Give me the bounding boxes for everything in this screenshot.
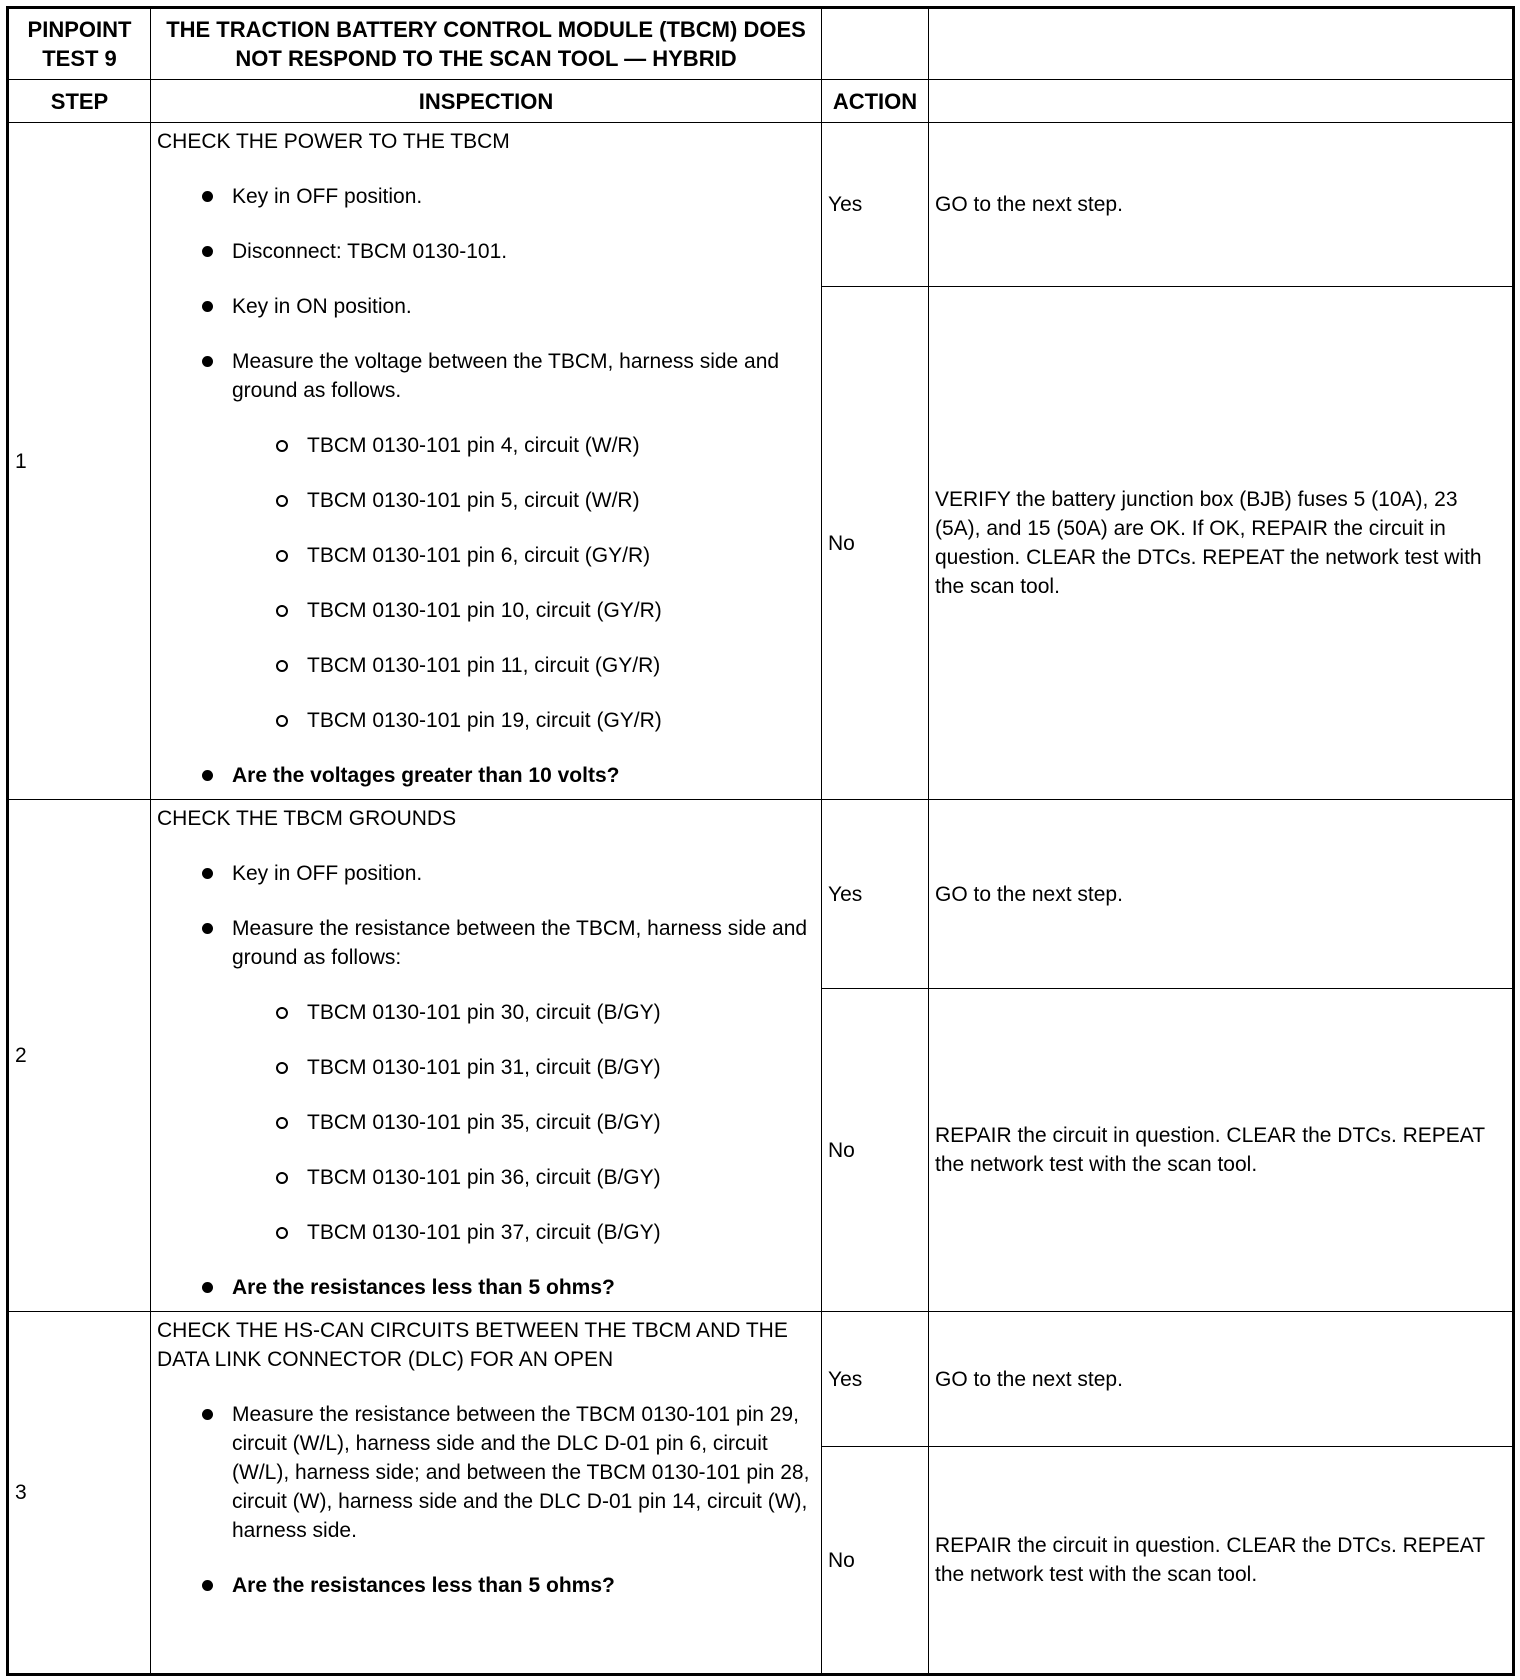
test-title: THE TRACTION BATTERY CONTROL MODULE (TBCM) DOES NOT RESPOND TO THE SCAN TOOL — HYBRID xyxy=(151,8,822,80)
inspection-cell xyxy=(151,123,822,800)
sub-item: TBCM 0130-101 pin 35, circuit (B/GY) xyxy=(157,1108,815,1137)
sub-item: TBCM 0130-101 pin 30, circuit (B/GY) xyxy=(157,998,815,1027)
yes-label: Yes xyxy=(822,800,929,989)
sub-item: TBCM 0130-101 pin 37, circuit (B/GY) xyxy=(157,1218,815,1247)
bullet-item: Measure the voltage between the TBCM, harness side and ground as follows. xyxy=(157,347,815,405)
action-header: ACTION xyxy=(822,80,929,123)
step-question: Are the voltages greater than 10 volts? xyxy=(157,761,815,790)
inspection-cell xyxy=(151,800,822,1312)
sub-item: TBCM 0130-101 pin 5, circuit (W/R) xyxy=(157,486,815,515)
inspection-header: INSPECTION xyxy=(151,80,822,123)
step-row xyxy=(8,1312,1514,1447)
sub-item: TBCM 0130-101 pin 11, circuit (GY/R) xyxy=(157,651,815,680)
yes-action: GO to the next step. xyxy=(929,800,1514,989)
no-label: No xyxy=(822,287,929,800)
step-number: 1 xyxy=(8,123,151,800)
step-row xyxy=(8,123,1514,287)
sub-item: TBCM 0130-101 pin 4, circuit (W/R) xyxy=(157,431,815,460)
sub-item: TBCM 0130-101 pin 36, circuit (B/GY) xyxy=(157,1163,815,1192)
step-number: 2 xyxy=(8,800,151,1312)
pinpoint-label: PINPOINT TEST 9 xyxy=(8,8,151,80)
yes-action: GO to the next step. xyxy=(929,123,1514,287)
step-row xyxy=(8,800,1514,989)
step-question: Are the resistances less than 5 ohms? xyxy=(157,1571,815,1600)
yes-action: GO to the next step. xyxy=(929,1312,1514,1447)
bullet-item: Measure the resistance between the TBCM, harness side and ground as follows: xyxy=(157,914,815,972)
bullet-item: Key in OFF position. xyxy=(157,859,815,888)
no-action: REPAIR the circuit in question. CLEAR the DTCs. REPEAT the network test with the scan tool. xyxy=(929,1447,1514,1675)
no-action: VERIFY the battery junction box (BJB) fuses 5 (10A), 23 (5A), and 15 (50A) are OK. If OK, REPAIR the circuit in question. CLEAR the DTCs. REPEAT the network test with the scan tool. xyxy=(929,287,1514,800)
no-label: No xyxy=(822,989,929,1312)
bullet-item: Disconnect: TBCM 0130-101. xyxy=(157,237,815,266)
yes-label: Yes xyxy=(822,1312,929,1447)
bullet-item: Key in OFF position. xyxy=(157,182,815,211)
step-title: CHECK THE POWER TO THE TBCM xyxy=(157,130,510,153)
step-title: CHECK THE TBCM GROUNDS xyxy=(157,807,457,830)
no-label: No xyxy=(822,1447,929,1675)
step-header: STEP xyxy=(8,80,151,123)
inspection-cell xyxy=(151,1312,822,1675)
bullet-item: Measure the resistance between the TBCM 0130-101 pin 29, circuit (W/L), harness side and the DLC D-01 pin 6, circuit (W/L), harness side; and between the TBCM 0130-101 pin 28, circuit (W), harness side and the DLC D-01 pin 14, circuit (W), harness side. xyxy=(157,1400,815,1545)
sub-item: TBCM 0130-101 pin 6, circuit (GY/R) xyxy=(157,541,815,570)
step-number: 3 xyxy=(8,1312,151,1675)
yes-label: Yes xyxy=(822,123,929,287)
pinpoint-test-table xyxy=(6,6,1515,1676)
sub-item: TBCM 0130-101 pin 19, circuit (GY/R) xyxy=(157,706,815,735)
sub-item: TBCM 0130-101 pin 31, circuit (B/GY) xyxy=(157,1053,815,1082)
step-title: CHECK THE HS-CAN CIRCUITS BETWEEN THE TBCM AND THE DATA LINK CONNECTOR (DLC) FOR AN OPEN xyxy=(157,1319,788,1371)
step-question: Are the resistances less than 5 ohms? xyxy=(157,1273,815,1302)
sub-item: TBCM 0130-101 pin 10, circuit (GY/R) xyxy=(157,596,815,625)
bullet-item: Key in ON position. xyxy=(157,292,815,321)
no-action: REPAIR the circuit in question. CLEAR the DTCs. REPEAT the network test with the scan tool. xyxy=(929,989,1514,1312)
